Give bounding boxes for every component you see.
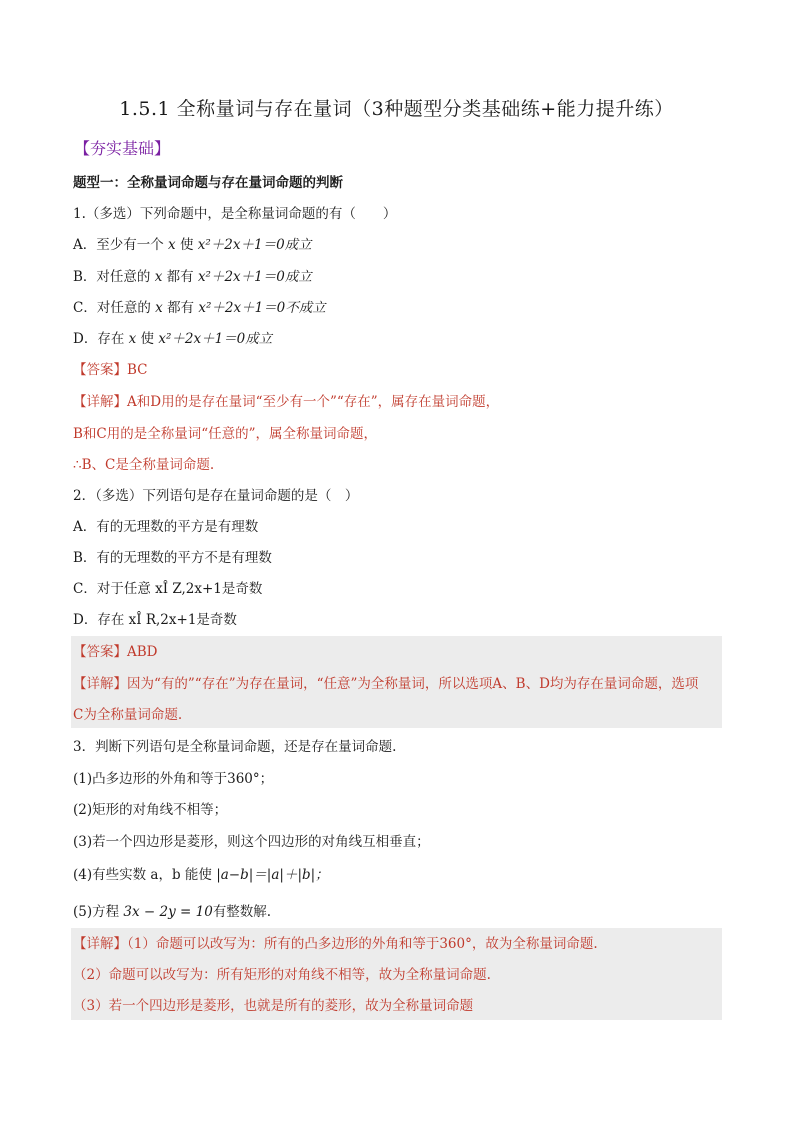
q1-detail-3: ∴B、C是全称量词命题. [73, 457, 215, 473]
q1-option-c: C．对任意的 x 都有 x²＋2x＋1＝0不成立 [73, 300, 326, 316]
q3-item-1: (1)凸多边形的外角和等于360°； [73, 771, 274, 787]
q2-answer: 【答案】ABD [73, 644, 158, 660]
q1-detail-2: B和C用的是全称量词“任意的”，属全称量词命题， [73, 426, 378, 442]
q3-item5-formula: 3x − 2y = 10 [123, 904, 213, 920]
q1-option-a: A．至少有一个 x 使 x²＋2x＋1＝0成立 [73, 237, 312, 253]
q3-stem: 3．判断下列语句是全称量词命题，还是存在量词命题. [73, 739, 397, 755]
type1-heading: 题型一：全称量词命题与存在量词命题的判断 [73, 175, 343, 191]
q1-answer: 【答案】BC [73, 362, 148, 378]
q3-item4-formula: |a−b|＝|a|＋|b|； [216, 867, 329, 883]
section-heading: 【夯实基础】 [74, 139, 171, 158]
q3-item-4: (4)有些实数 a，b 能使 |a−b|＝|a|＋|b|； [73, 867, 329, 883]
q3-detail-2: （2）命题可以改写为：所有矩形的对角线不相等，故为全称量词命题. [73, 967, 491, 983]
q1-detail-1: 【详解】A和D用的是存在量词“至少有一个”“存在”，属存在量词命题， [73, 394, 500, 410]
q3-detail-1: 【详解】（1）命题可以改写为：所有的凸多边形的外角和等于360°，故为全称量词命题. [73, 936, 598, 952]
q1-stem: 1.（多选）下列命题中，是全称量词命题的有（ ） [73, 206, 397, 222]
q1-option-b: B．对任意的 x 都有 x²＋2x＋1＝0成立 [73, 269, 312, 285]
page-title: 1.5.1 全称量词与存在量词（3种题型分类基础练+能力提升练） [119, 98, 674, 120]
q2-detail-2: C为全称量词命题. [73, 707, 183, 723]
q2-option-d: D．存在 xÎ R,2x+1是奇数 [73, 612, 237, 628]
q2-option-c: C．对于任意 xÎ Z,2x+1是奇数 [73, 581, 263, 597]
q2-option-a: A．有的无理数的平方是有理数 [73, 519, 259, 535]
q3-item-5: (5)方程 3x − 2y = 10有整数解. [73, 904, 272, 920]
q2-stem: 2．（多选）下列语句是存在量词命题的是（ ） [73, 488, 359, 504]
q3-item-2: (2)矩形的对角线不相等； [73, 802, 228, 818]
q1-option-d: D．存在 x 使 x²＋2x＋1＝0成立 [73, 331, 273, 347]
q3-detail-3: （3）若一个四边形是菱形，也就是所有的菱形，故为全称量词命题 [73, 998, 474, 1014]
q3-item-3: (3)若一个四边形是菱形，则这个四边形的对角线互相垂直； [73, 834, 430, 850]
q2-option-b: B．有的无理数的平方不是有理数 [73, 550, 272, 566]
q2-detail-1: 【详解】因为“有的”“存在”为存在量词，“任意”为全称量词，所以选项A、B、D均为存在量词命题，选项 [73, 676, 699, 692]
